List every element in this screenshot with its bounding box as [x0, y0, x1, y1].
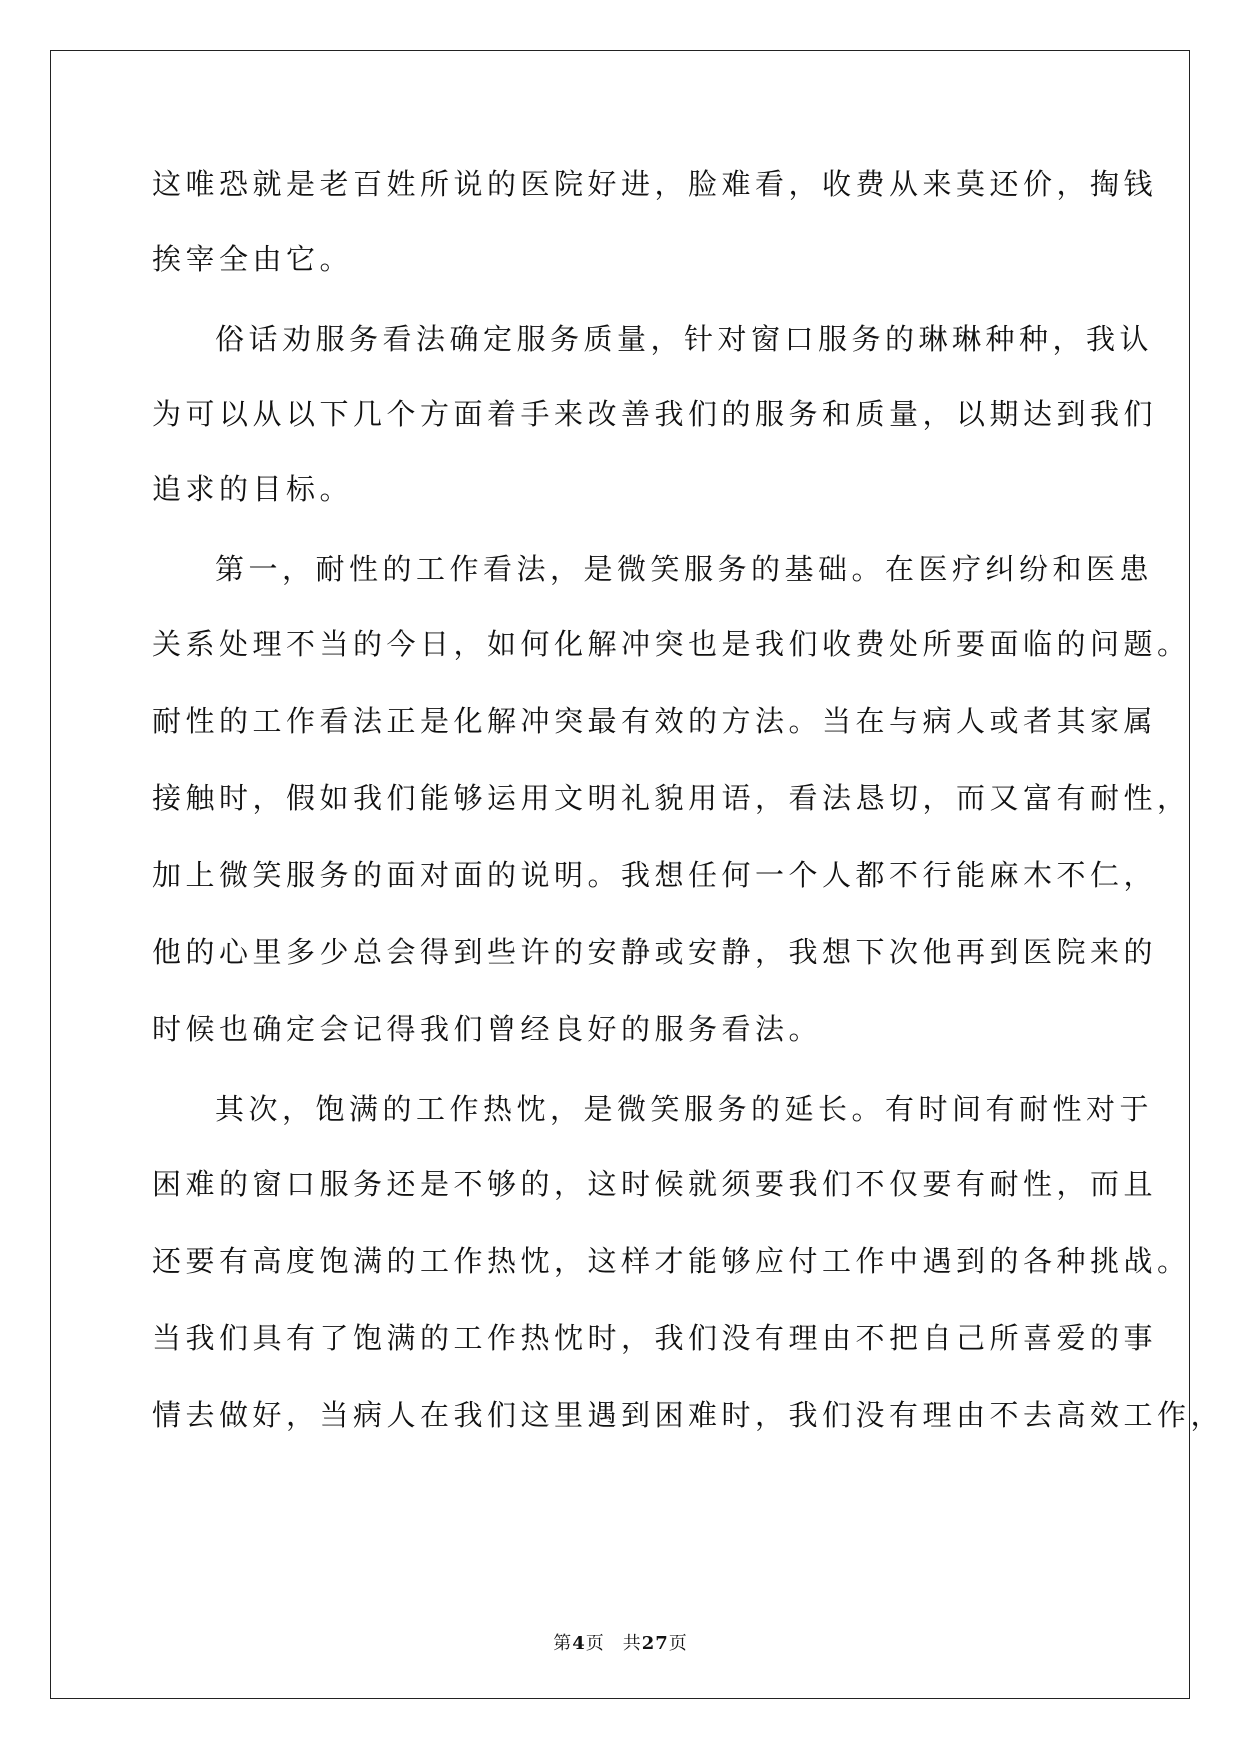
- text-line-5: 追求的目标。: [152, 472, 354, 506]
- page-suffix: 页: [585, 1633, 605, 1654]
- text-line-16: 当我们具有了饱满的工作热忱时，我们没有理由不把自己所喜爱的事: [152, 1321, 1158, 1355]
- text-line-2: 挨宰全由它。: [152, 242, 354, 276]
- page-footer: [0, 1629, 1241, 1655]
- text-line-4: 为可以从以下几个方面着手来改善我们的服务和质量，以期达到我们: [152, 397, 1158, 431]
- page-prefix: 第: [553, 1633, 573, 1654]
- text-line-7: 关系处理不当的今日，如何化解冲突也是我们收费处所要面临的问题。: [152, 627, 1191, 661]
- text-line-12: 时候也确定会记得我们曾经良好的服务看法。: [152, 1012, 823, 1046]
- text-line-3: 俗话劝服务看法确定服务质量，针对窗口服务的琳琳种种，我认: [215, 322, 1154, 356]
- text-line-13: 其次，饱满的工作热忱，是微笑服务的延长。有时间有耐性对于: [215, 1092, 1154, 1126]
- text-line-6: 第一，耐性的工作看法，是微笑服务的基础。在医疗纠纷和医患: [215, 552, 1154, 586]
- text-line-1: 这唯恐就是老百姓所说的医院好进，脸难看，收费从来莫还价，掏钱: [152, 167, 1158, 201]
- text-line-8: 耐性的工作看法正是化解冲突最有效的方法。当在与病人或者其家属: [152, 704, 1158, 738]
- text-line-17: 情去做好，当病人在我们这里遇到困难时，我们没有理由不去高效工作，: [152, 1398, 1225, 1432]
- text-line-15: 还要有高度饱满的工作热忱，这样才能够应付工作中遇到的各种挑战。: [152, 1244, 1191, 1278]
- text-line-14: 困难的窗口服务还是不够的，这时候就须要我们不仅要有耐性，而且: [152, 1167, 1158, 1201]
- total-prefix: 共: [622, 1633, 642, 1654]
- text-line-9: 接触时，假如我们能够运用文明礼貌用语，看法恳切，而又富有耐性，: [152, 781, 1191, 815]
- page-number: 4: [572, 1633, 586, 1654]
- text-line-10: 加上微笑服务的面对面的说明。我想任何一个人都不行能麻木不仁，: [152, 858, 1158, 892]
- text-line-11: 他的心里多少总会得到些许的安静或安静，我想下次他再到医院来的: [152, 935, 1158, 969]
- total-pages: 27: [641, 1633, 669, 1654]
- total-suffix: 页: [668, 1633, 688, 1654]
